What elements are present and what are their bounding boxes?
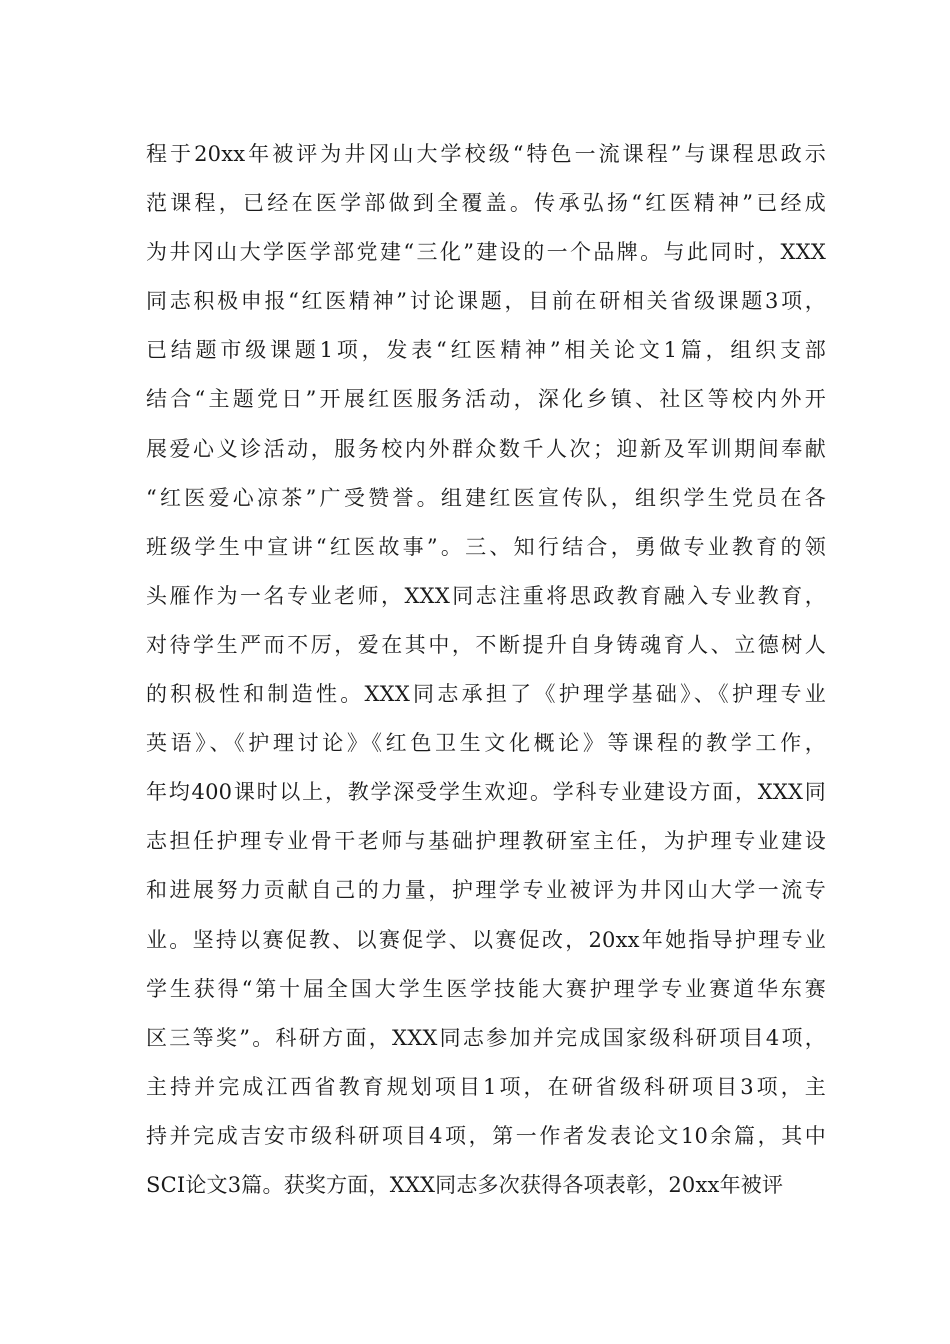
text-line: 结合“主题党日”开展红医服务活动，深化乡镇、社区等校内外开 — [146, 387, 826, 412]
text-line: 范课程，已经在医学部做到全覆盖。传承弘扬“红医精神”已经成 — [146, 191, 826, 216]
text-line: 学生获得“第十届全国大学生医学技能大赛护理学专业赛道华东赛 — [146, 976, 826, 1001]
text-line: 班级学生中宣讲“红医故事”。三、知行结合，勇做专业教育的领 — [146, 534, 826, 559]
text-line: 业。坚持以赛促教、以赛促学、以赛促改，20xx年她指导护理专业 — [146, 927, 826, 952]
text-line: 已结题市级课题1项，发表“红医精神”相关论文1篇，组织支部 — [146, 338, 826, 363]
text-line: 程于20xx年被评为井冈山大学校级“特色一流课程”与课程思政示 — [146, 142, 826, 166]
text-line: 展爱心义诊活动，服务校内外群众数千人次；迎新及军训期间奉献 — [146, 436, 826, 461]
text-line: 年均400课时以上，教学深受学生欢迎。学科专业建设方面，XXX同 — [146, 780, 826, 805]
text-line: 志担任护理专业骨干老师与基础护理教研室主任，为护理专业建设 — [146, 829, 826, 854]
text-line: 和进展努力贡献自己的力量，护理学专业被评为井冈山大学一流专 — [146, 878, 826, 903]
body-paragraph — [146, 130, 826, 1210]
text-line: 主持并完成江西省教育规划项目1项，在研省级科研项目3项，主 — [146, 1074, 826, 1099]
text-line: 英语》、《护理讨论》《红色卫生文化概论》等课程的教学工作， — [146, 731, 826, 756]
text-line: 为井冈山大学医学部党建“三化”建设的一个品牌。与此同时，XXX — [146, 240, 826, 265]
text-line: “红医爱心凉茶”广受赞誉。组建红医宣传队，组织学生党员在各 — [146, 485, 826, 510]
text-line: 区三等奖”。科研方面，XXX同志参加并完成国家级科研项目4项， — [146, 1025, 826, 1050]
text-line: 同志积极申报“红医精神”讨论课题，目前在研相关省级课题3项， — [146, 289, 826, 314]
text-line: 的积极性和制造性。XXX同志承担了《护理学基础》、《护理专业 — [146, 682, 826, 707]
text-line: 头雁作为一名专业老师，XXX同志注重将思政教育融入专业教育， — [146, 583, 826, 608]
text-line: 对待学生严而不厉，爱在其中，不断提升自身铸魂育人、立德树人 — [146, 632, 826, 657]
text-line: SCI论文3篇。获奖方面，XXX同志多次获得各项表彰，20xx年被评 — [146, 1172, 784, 1197]
text-line: 持并完成吉安市级科研项目4项，第一作者发表论文10余篇，其中 — [146, 1123, 826, 1148]
